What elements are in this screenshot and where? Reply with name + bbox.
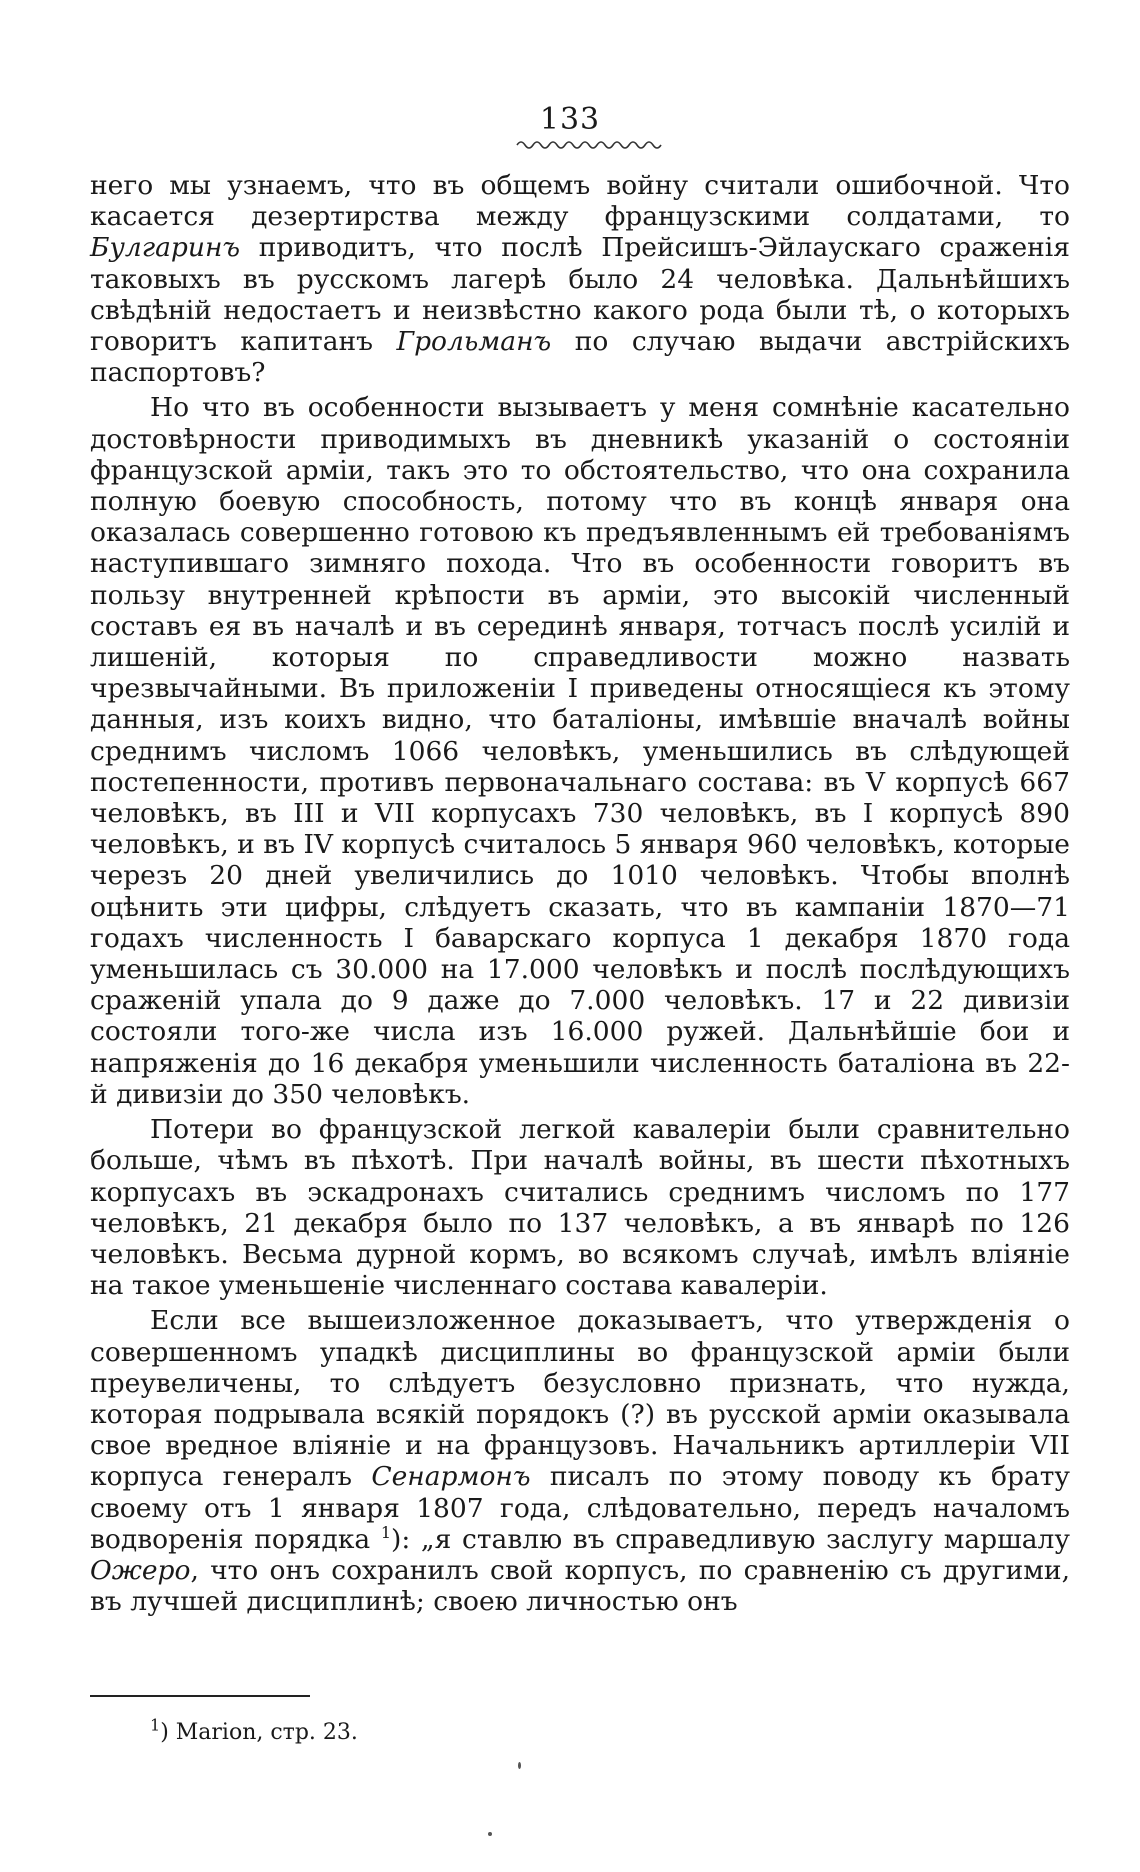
paragraph-text: писалъ по этому поводу къ брату своему отъ 1 января 1807 года, слѣдовательно, передъ началомъ водворенія порядка — [90, 1461, 1071, 1555]
footnote-text: ) Marion, стр. 23. — [160, 1720, 358, 1745]
italic-name: Булгаринъ — [90, 232, 241, 264]
footnote-reference: 1 — [380, 1522, 392, 1542]
italic-name: Сенармонъ — [371, 1461, 531, 1493]
paragraph-text: Потери во французской легкой кавалеріи были сравнительно больше, чѣмъ въ пѣхотѣ. При началѣ войны, въ шести пѣхотныхъ корпусахъ въ эскадронахъ считались среднимъ числомъ по 177 человѣкъ, 21 декабря было по 137 человѣкъ, а въ январѣ по 126 человѣкъ. Весьма дурной кормъ, во всякомъ случаѣ, имѣлъ вліяніе на такое уменьшеніе численнаго состава кавалеріи. — [90, 1114, 1070, 1302]
italic-name: Ожеро — [90, 1554, 191, 1586]
paragraph-text: по случаю выдачи австрійскихъ паспортовъ? — [90, 326, 1070, 389]
paragraph-text: него мы узнаемъ, что въ общемъ войну считали ошибочной. Что касается дезертирства между французскими солдатами, то — [90, 170, 1070, 233]
paragraph — [90, 392, 1070, 1110]
body-text — [90, 170, 1070, 1621]
paragraph — [90, 1305, 1070, 1617]
footnote-marker: 1 — [150, 1715, 161, 1735]
page-number: 133 — [539, 102, 601, 137]
footnote-rule — [90, 1695, 310, 1697]
paragraph-text: ): „я ставлю въ справедливую заслугу маршалу — [391, 1523, 1070, 1555]
scan-speck — [518, 1762, 521, 1769]
paragraph-text: Но что въ особенности вызываетъ у меня сомнѣніе касательно достовѣрности приводимыхъ въ дневникѣ указаній о состояніи французской арміи, такъ это то обстоятельство, что она сохранила полную боевую способность, потому что въ концѣ января она оказалась совершенно готовою къ предъявленнымъ ей требованіямъ наступившаго зимняго похода. Что въ особенности говоритъ въ пользу внутренней крѣпости въ арміи, это высокій численный составъ ея въ началѣ и въ серединѣ января, тотчасъ послѣ усилій и лишеній, которыя по справедливости можно назвать чрезвычайными. Въ приложеніи I приведены относящіеся къ этому данныя, изъ коихъ видно, что баталіоны, имѣвшіе вначалѣ войны среднимъ числомъ 1066 человѣкъ, уменьшились въ слѣдующей постепенности, противъ первоначальнаго состава: въ V корпусѣ 667 человѣкъ, въ III и VII корпусахъ 730 человѣкъ, въ I корпусѣ 890 человѣкъ, и въ IV корпусѣ считалось 5 января 960 человѣкъ, которые черезъ 20 дней увеличились до 1010 человѣкъ. Чтобы вполнѣ оцѣнить эти цифры, слѣдуетъ сказать, что въ кампаніи 1870—71 годахъ численность I баварскаго корпуса 1 декабря 1870 года уменьшилась съ 30.000 на 17.000 человѣкъ и послѣ послѣдующихъ сраженій упала до 9 даже до 7.000 человѣкъ. 17 и 22 дивизіи состояли того-же числа изъ 16.000 ружей. Дальнѣйшіе бои и напряженія до 16 декабря уменьшили численность баталіона въ 22-й дивизіи до 350 человѣкъ. — [90, 392, 1070, 1110]
italic-name: Грольманъ — [396, 326, 552, 358]
paragraph-text: , что онъ сохранилъ свой корпусъ, по сравненію съ другими, въ лучшей дисциплинѣ; своею личностью онъ — [90, 1554, 1070, 1618]
paragraph — [90, 170, 1070, 388]
paragraph-text: Если все вышеизложенное доказываетъ, что утвержденія о совершенномъ упадкѣ дисциплины во французской арміи были преувеличены, то слѣдуетъ безусловно признать, что нужда, которая подрывала всякій порядокъ (?) въ русской арміи оказывала свое вредное вліяніе и на французовъ. Начальникъ артиллеріи VII корпуса генералъ — [90, 1305, 1070, 1493]
paragraph-text: приводитъ, что послѣ Прейсишъ-Эйлаускаго сраженія таковыхъ въ русскомъ лагерѣ было 24 человѣка. Дальнѣйшихъ свѣдѣній недостаетъ и неизвѣстно какого рода были тѣ, о которыхъ говоритъ капитанъ — [90, 232, 1070, 358]
footnote — [150, 1715, 358, 1745]
page-number-ornament — [515, 137, 665, 149]
scan-speck — [488, 1832, 492, 1836]
paragraph — [90, 1114, 1070, 1301]
